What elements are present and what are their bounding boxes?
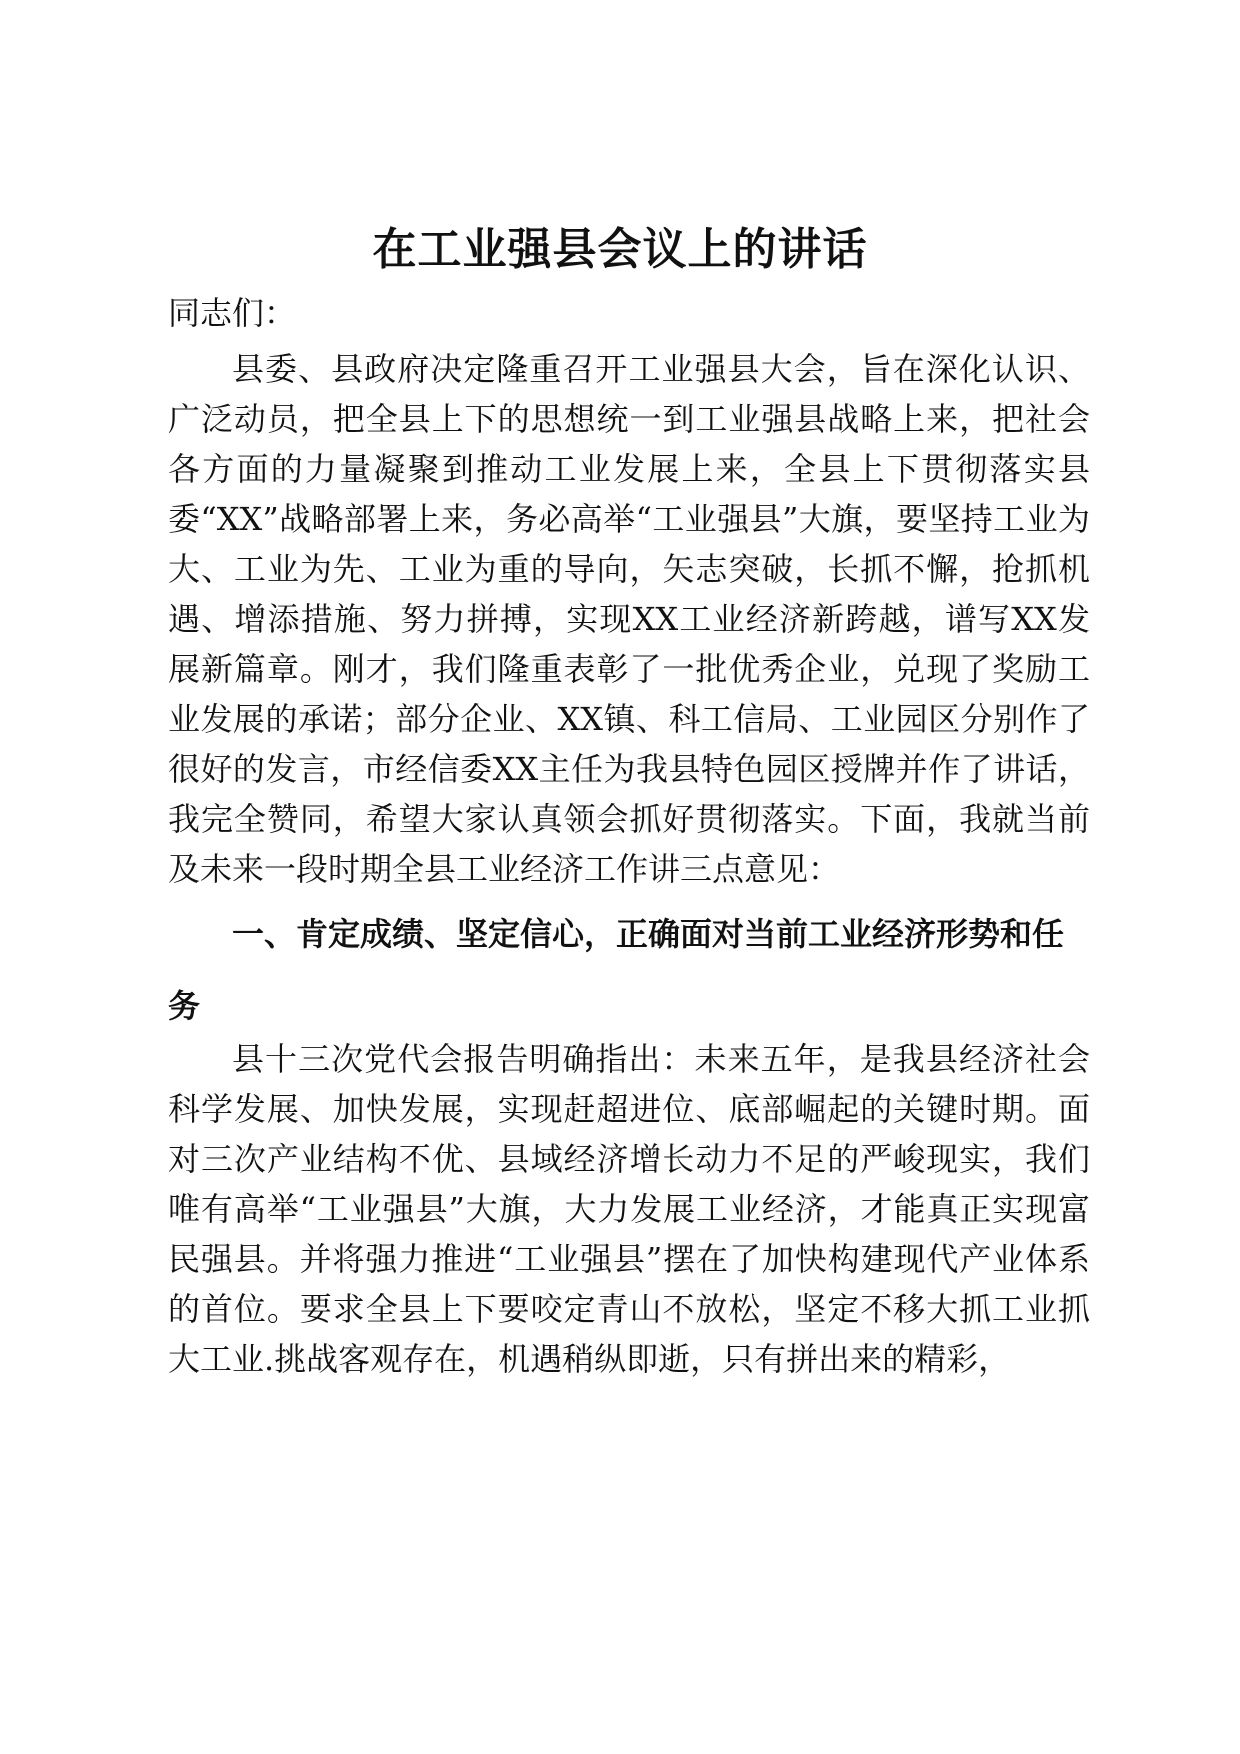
paragraph-section-1: 县十三次党代会报告明确指出：未来五年，是我县经济社会科学发展、加快发展，实现赶超进位、底部崛起的关键时期。面对三次产业结构不优、县域经济增长动力不足的严峻现实，我们唯有高举“工业强县”大旗，大力发展工业经济，才能真正实现富民强县。并将强力推进“工业强县”摆在了加快构建现代产业体系的首位。要求全县上下要咬定青山不放松，坚定不移大抓工业抓大工业.挑战客观存在，机遇稍纵即逝，只有拼出来的精彩，	[168, 1040, 1090, 1378]
document-title: 在工业强县会议上的讲话	[372, 224, 868, 275]
section-heading-1: 一、肯定成绩、坚定信心，正确面对当前工业经济形势和任务	[168, 915, 1065, 1025]
salutation: 同志们：	[168, 294, 297, 332]
paragraph-intro: 县委、县政府决定隆重召开工业强县大会，旨在深化认识、广泛动员，把全县上下的思想统一到工业强县战略上来，把社会各方面的力量凝聚到推动工业发展上来，全县上下贯彻落实县委“XX”战略部署上来，务必高举“工业强县”大旗，要坚持工业为大、工业为先、工业为重的导向，矢志突破，长抓不懈，抢抓机遇、增添措施、努力拼搏，实现XX工业经济新跨越，谱写XX发展新篇章。刚才，我们隆重表彰了一批优秀企业，兑现了奖励工业发展的承诺；部分企业、XX镇、科工信局、工业园区分别作了很好的发言，市经信委XX主任为我县特色园区授牌并作了讲话，我完全赞同，希望大家认真领会抓好贯彻落实。下面，我就当前及未来一段时期全县工业经济工作讲三点意见：	[168, 350, 1090, 888]
